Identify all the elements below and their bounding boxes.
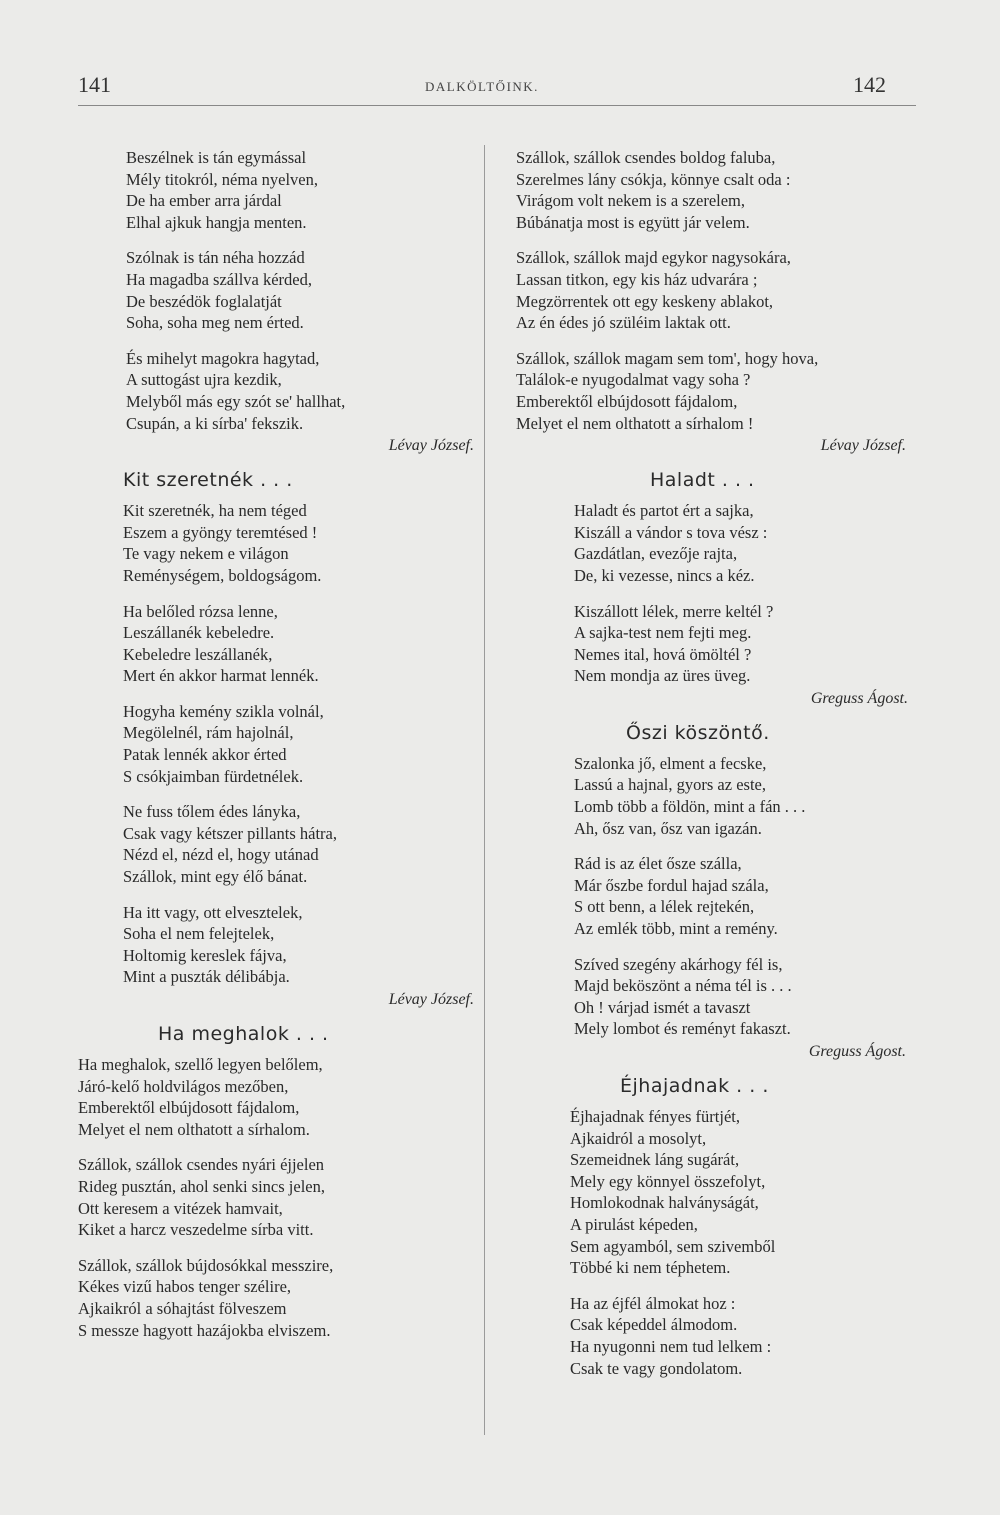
verse-line: Eszem a gyöngy teremtésed ! xyxy=(123,522,318,542)
verse-line: Majd beköszönt a néma tél is . . . xyxy=(574,976,792,996)
verse-line: Lassan titkon, egy kis ház udvarára ; xyxy=(516,269,758,289)
poem-continued xyxy=(78,147,478,456)
verse-line: Kiszállott lélek, merre keltél ? xyxy=(574,601,774,621)
stanza xyxy=(574,954,920,1040)
verse-line: Mely lombot és reményt fakaszt. xyxy=(574,1019,791,1039)
stanza xyxy=(123,500,478,586)
verse-line: Ajkaidról a mosolyt, xyxy=(570,1128,707,1148)
verse-line: Szállok, szállok majd egykor nagysokára, xyxy=(516,248,791,268)
verse-line: Éjhajadnak fényes fürtjét, xyxy=(570,1107,740,1126)
verse-line: Rideg pusztán, ahol senki sincs jelen, xyxy=(78,1176,325,1196)
verse-line: Soha, soha meg nem érted. xyxy=(126,313,304,333)
verse-line: Szállok, szállok magam sem tom', hogy hova, xyxy=(516,348,819,368)
verse-line: Haladt és partot ért a sajka, xyxy=(574,501,754,521)
verse-line: Lassú a hajnal, gyors az este, xyxy=(574,775,766,795)
verse-line: De ha ember arra járdal xyxy=(126,191,282,211)
column-divider xyxy=(484,145,485,1435)
verse-line: Patak lennék akkor érted xyxy=(123,745,287,765)
verse-line: Már őszbe fordul hajad szála, xyxy=(574,875,769,895)
verse-line: Kebeledre leszállanék, xyxy=(123,644,273,664)
verse-line: Szállok, mint egy élő bánat. xyxy=(123,867,308,887)
verse-line: Sem agyamból, sem szivemből xyxy=(570,1236,776,1256)
verse-line: Szállok, szállok csendes nyári éjjelen xyxy=(78,1155,325,1175)
poem-haladt xyxy=(510,468,920,709)
verse-line: S messze hagyott hazájokba elviszem. xyxy=(78,1320,331,1340)
verse-line: Ha nyugonni nem tud lelkem : xyxy=(570,1336,772,1356)
verse-line: Megzörrentek ott egy keskeny ablakot, xyxy=(516,291,774,311)
verse-line: Melyet el nem olthatott a sírhalom. xyxy=(78,1119,310,1139)
poem-title: Kit szeretnék . . . xyxy=(123,469,293,492)
verse-line: Ha belőled rózsa lenne, xyxy=(123,601,278,621)
poem-ejhajadnak xyxy=(510,1074,920,1379)
poem-title: Ha meghalok . . . xyxy=(158,1023,329,1045)
verse-line: Ha meghalok, szellő legyen belőlem, xyxy=(78,1055,323,1074)
verse-line: Találok-e nyugodalmat vagy soha ? xyxy=(516,370,751,390)
page-number-right: 142 xyxy=(853,72,886,97)
poem-author: Greguss Ágost. xyxy=(810,689,908,707)
verse-line: És mihelyt magokra hagytad, xyxy=(126,348,320,368)
verse-line: Szállok, szállok csendes boldog faluba, xyxy=(516,148,776,167)
verse-line: S csókjaimban fürdetnélek. xyxy=(123,766,304,786)
verse-line: Megölelnél, rám hajolnál, xyxy=(123,723,294,743)
stanza xyxy=(123,601,478,687)
verse-line: Szállok, szállok bújdosókkal messzire, xyxy=(78,1255,334,1275)
verse-line: Elhal ajkuk hangja menten. xyxy=(126,212,307,232)
verse-line: Ha az éjfél álmokat hoz : xyxy=(570,1293,736,1313)
verse-line: Ah, ősz van, ősz van igazán. xyxy=(574,818,762,838)
verse-line: A sajka-test nem fejti meg. xyxy=(574,623,752,643)
verse-line: Szólnak is tán néha hozzád xyxy=(126,248,305,268)
verse-line: Szíved szegény akárhogy fél is, xyxy=(574,954,783,974)
stanza xyxy=(123,701,478,787)
verse-line: Holtomig kereslek fájva, xyxy=(123,945,287,965)
verse-line: Melyből más egy szót se' hallhat, xyxy=(126,391,346,411)
verse-line: Nem mondja az üres üveg. xyxy=(574,666,751,686)
stanza xyxy=(78,1255,478,1341)
verse-line: Reménységem, boldogságom. xyxy=(123,565,322,585)
page-header xyxy=(0,62,1000,102)
verse-line: Ha magadba szállva kérded, xyxy=(126,269,312,289)
verse-line: Csak vagy kétszer pillants hátra, xyxy=(123,823,337,843)
verse-line: Nézd el, nézd el, hogy utánad xyxy=(123,845,319,865)
verse-line: Szalonka jő, elment a fecske, xyxy=(574,753,767,773)
verse-line: S ott benn, a lélek rejtekén, xyxy=(574,897,755,917)
stanza xyxy=(570,1293,920,1379)
verse-line: Oh ! várjad ismét a tavaszt xyxy=(574,997,751,1017)
verse-line: Kit szeretnék, ha nem téged xyxy=(123,501,307,521)
poem-ha-meghalok xyxy=(78,1022,478,1341)
poem-title: Haladt . . . xyxy=(650,469,755,492)
verse-line: Szemeidnek láng sugárát, xyxy=(570,1150,740,1170)
verse-line: Ha itt vagy, ott elvesztelek, xyxy=(123,902,303,922)
verse-line: Szerelmes lány csókja, könnye csalt oda : xyxy=(516,169,791,189)
verse-line: A pirulást képeden, xyxy=(570,1214,698,1234)
poem-author: Lévay József. xyxy=(388,437,474,455)
running-title: DALKÖLTŐINK. xyxy=(425,79,539,94)
stanza xyxy=(574,601,920,687)
verse-line: Kékes vizű habos tenger szélire, xyxy=(78,1277,292,1297)
verse-line: A suttogást ujra kezdik, xyxy=(126,370,282,390)
stanza xyxy=(570,1106,920,1279)
verse-line: Csak képeddel álmodom. xyxy=(570,1315,738,1335)
stanza xyxy=(123,801,478,887)
verse-line: Az emlék több, mint a remény. xyxy=(574,919,778,939)
verse-line: Te vagy nekem e világon xyxy=(123,544,289,564)
stanza xyxy=(574,753,920,839)
verse-line: Ne fuss tőlem édes lányka, xyxy=(123,802,301,822)
verse-line: Emberektől elbújdosott fájdalom, xyxy=(516,391,738,411)
verse-line: Beszélnek is tán egymással xyxy=(126,148,307,167)
stanza xyxy=(574,853,920,939)
poem-author: Greguss Ágost. xyxy=(808,1043,906,1060)
stanza xyxy=(126,348,478,434)
verse-line: Mély titokról, néma nyelven, xyxy=(126,169,318,189)
verse-line: Mint a puszták délibábja. xyxy=(123,967,290,987)
verse-line: Gazdátlan, evezője rajta, xyxy=(574,544,738,564)
verse-line: Járó-kelő holdvilágos mezőben, xyxy=(78,1076,289,1096)
stanza xyxy=(78,1054,478,1140)
stanza xyxy=(126,147,478,233)
header-rule xyxy=(78,105,916,106)
page-number-left: 141 xyxy=(78,72,111,97)
verse-line: Leszállanék kebeledre. xyxy=(123,623,275,643)
verse-line: Lomb több a földön, mint a fán . . . xyxy=(574,797,806,817)
poem-title: Éjhajadnak . . . xyxy=(620,1075,769,1097)
right-column xyxy=(510,147,920,1393)
verse-line: Virágom volt nekem is a szerelem, xyxy=(516,191,746,211)
verse-line: Kiszáll a vándor s tova vész : xyxy=(574,522,768,542)
verse-line: Csak te vagy gondolatom. xyxy=(570,1358,743,1378)
stanza xyxy=(516,147,920,233)
verse-line: Az én édes jó szüléim laktak ott. xyxy=(516,313,731,333)
verse-line: De beszédök foglalatját xyxy=(126,291,282,311)
verse-line: Mely egy könnyel összefolyt, xyxy=(570,1171,766,1191)
stanza xyxy=(78,1154,478,1240)
poem-kit-szeretnek xyxy=(78,468,478,1010)
left-column xyxy=(78,147,478,1355)
verse-line: Nemes ital, hová ömöltél ? xyxy=(574,644,752,664)
verse-line: Ott keresem a vitézek hamvait, xyxy=(78,1198,283,1218)
stanza xyxy=(516,348,920,434)
verse-line: Csupán, a ki sírba' fekszik. xyxy=(126,413,304,433)
poem-continued xyxy=(510,147,920,456)
stanza xyxy=(516,247,920,333)
poem-author: Lévay József. xyxy=(388,991,474,1008)
verse-line: Hogyha kemény szikla volnál, xyxy=(123,701,324,721)
verse-line: De, ki vezesse, nincs a kéz. xyxy=(574,565,755,585)
verse-line: Melyet el nem olthatott a sírhalom ! xyxy=(516,413,754,433)
verse-line: Ajkaikról a sóhajtást fölveszem xyxy=(78,1298,287,1318)
verse-line: Soha el nem felejtelek, xyxy=(123,924,275,944)
verse-line: Mert én akkor harmat lennék. xyxy=(123,666,319,686)
verse-line: Emberektől elbújdosott fájdalom, xyxy=(78,1098,300,1118)
stanza xyxy=(126,247,478,333)
verse-line: Búbánatja most is együtt jár velem. xyxy=(516,212,750,232)
verse-line: Többé ki nem téphetem. xyxy=(570,1258,731,1278)
stanza xyxy=(123,902,478,988)
stanza xyxy=(574,500,920,586)
verse-line: Kiket a harcz veszedelme sírba vitt. xyxy=(78,1220,314,1240)
poem-author: Lévay József. xyxy=(820,437,906,455)
poem-title: Őszi köszöntő. xyxy=(626,721,770,744)
poem-oszi-koszonto xyxy=(510,721,920,1062)
verse-line: Rád is az élet őszе szálla, xyxy=(574,854,742,874)
verse-line: Homlokodnak halványságát, xyxy=(570,1193,759,1213)
